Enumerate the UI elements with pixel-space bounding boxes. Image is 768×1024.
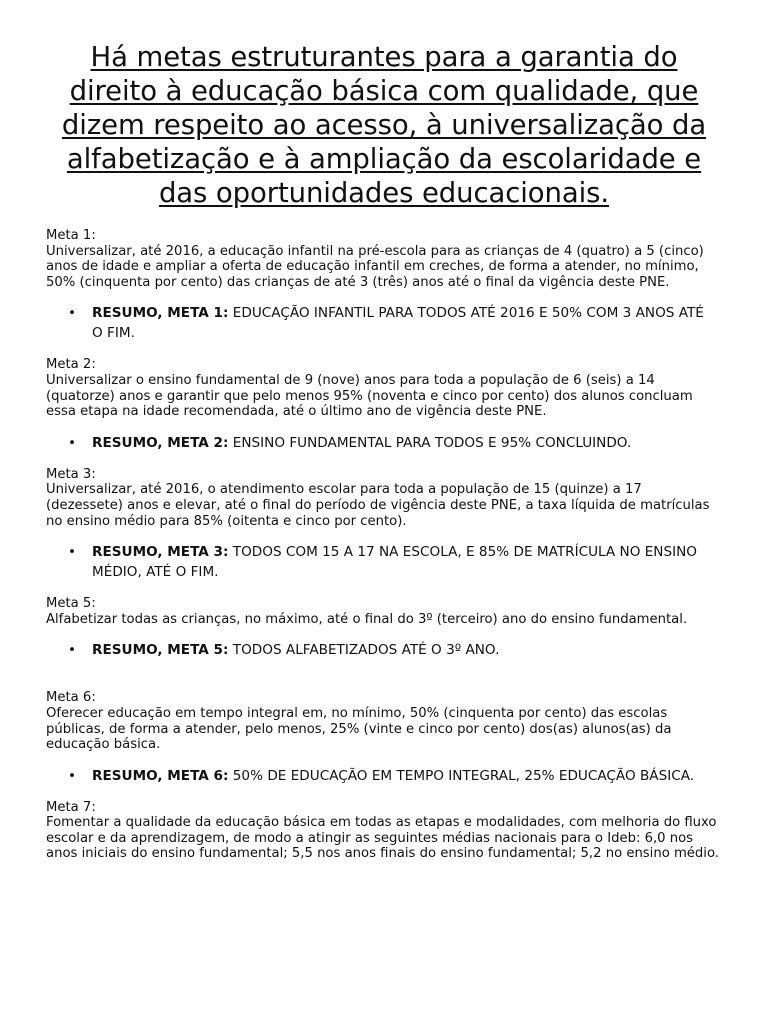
- summary-item: [68, 766, 722, 786]
- summary-text: 50% DE EDUCAÇÃO EM TEMPO INTEGRAL, 25% EDUCAÇÃO BÁSICA.: [232, 767, 695, 784]
- summary-text: TODOS COM 15 A 17 NA ESCOLA, E 85% DE MATRÍCULA NO ENSINO MÉDIO, ATÉ O FIM.: [92, 544, 697, 581]
- meta-text: Universalizar, até 2016, a educação infantil na pré-escola para as crianças de 4 (quatro) a 5 (cinco) anos de idade e ampliar a oferta de educação infantil em creches, de forma a atender, no mínimo, 50% (cinquenta por cento) das crianças de até 3 (três) anos até o final da vigência deste PNE.: [46, 243, 704, 290]
- summary-label: RESUMO, META 2:: [92, 434, 229, 451]
- summary-label: RESUMO, META 5:: [92, 642, 229, 659]
- summary-label: RESUMO, META 1:: [92, 305, 229, 322]
- summary-list-5: [46, 640, 722, 660]
- meta-label: Meta 6:: [46, 690, 96, 706]
- bullet-icon: •: [68, 767, 77, 784]
- meta-block-1: [46, 228, 722, 290]
- summary-list-3: [46, 542, 722, 582]
- meta-block-3: [46, 467, 722, 529]
- bullet-icon: •: [68, 305, 77, 322]
- summary-list-1: [46, 303, 722, 343]
- meta-text: Alfabetizar todas as crianças, no máximo, até o final do 3º (terceiro) ano do ensino fundamental.: [46, 611, 688, 627]
- meta-block-6: [46, 690, 722, 752]
- summary-label: RESUMO, META 3:: [92, 544, 229, 561]
- summary-text: ENSINO FUNDAMENTAL PARA TODOS E 95% CONCLUINDO.: [232, 434, 632, 451]
- summary-list-6: [46, 766, 722, 786]
- bullet-icon: •: [68, 642, 77, 659]
- meta-label: Meta 1:: [46, 228, 96, 243]
- meta-block-2: [46, 357, 722, 419]
- meta-block-5: [46, 596, 722, 627]
- meta-text: Universalizar o ensino fundamental de 9 (nove) anos para toda a população de 6 (seis) a 14 (quatorze) anos e garantir que pelo menos 95% (noventa e cinco por cento) dos alunos concluam essa etapa na idade recomendada, até o último ano de vigência deste PNE.: [46, 372, 693, 420]
- document-title: Há metas estruturantes para a garantia do direito à educação básica com qualidade, que dizem respeito ao acesso, à universalização da alfabetização e à ampliação da escolaridade e das oportunidades educacionais.: [61, 41, 707, 209]
- summary-item: [68, 303, 722, 343]
- bullet-icon: •: [68, 434, 77, 451]
- summary-item: [68, 640, 722, 660]
- meta-label: Meta 7:: [46, 799, 96, 815]
- summary-text: EDUCAÇÃO INFANTIL PARA TODOS ATÉ 2016 E 50% COM 3 ANOS ATÉ O FIM.: [92, 305, 704, 342]
- summary-list-2: [46, 433, 722, 453]
- meta-text: Fomentar a qualidade da educação básica em todas as etapas e modalidades, com melhoria do fluxo escolar e da aprendizagem, de modo a atingir as seguintes médias nacionais para o Ideb: 6,0 nos anos iniciais do ensino fundamental; 5,5 nos anos finais do ensino fundamental; 5,2 no ensino médio.: [46, 815, 719, 862]
- meta-text: Oferecer educação em tempo integral em, no mínimo, 50% (cinquenta por cento) das escolas públicas, de forma a atender, pelo menos, 25% (vinte e cinco por cento) dos(as) alunos(as) da educação básica.: [46, 705, 672, 753]
- summary-label: RESUMO, META 6:: [92, 767, 229, 784]
- meta-label: Meta 5:: [46, 596, 96, 612]
- summary-item: [68, 433, 722, 453]
- bullet-icon: •: [68, 544, 77, 561]
- meta-label: Meta 3:: [46, 466, 96, 482]
- meta-text: Universalizar, até 2016, o atendimento escolar para toda a população de 15 (quinze) a 17 (dezessete) anos e elevar, até o final do período de vigência deste PNE, a taxa líquida de matrículas no ensino médio para 85% (oitenta e cinco por cento).: [46, 482, 710, 529]
- summary-text: TODOS ALFABETIZADOS ATÉ O 3º ANO.: [232, 642, 500, 659]
- summary-item: [68, 542, 722, 582]
- meta-block-7: [46, 800, 722, 862]
- spacer: [46, 674, 722, 690]
- meta-label: Meta 2:: [46, 357, 96, 373]
